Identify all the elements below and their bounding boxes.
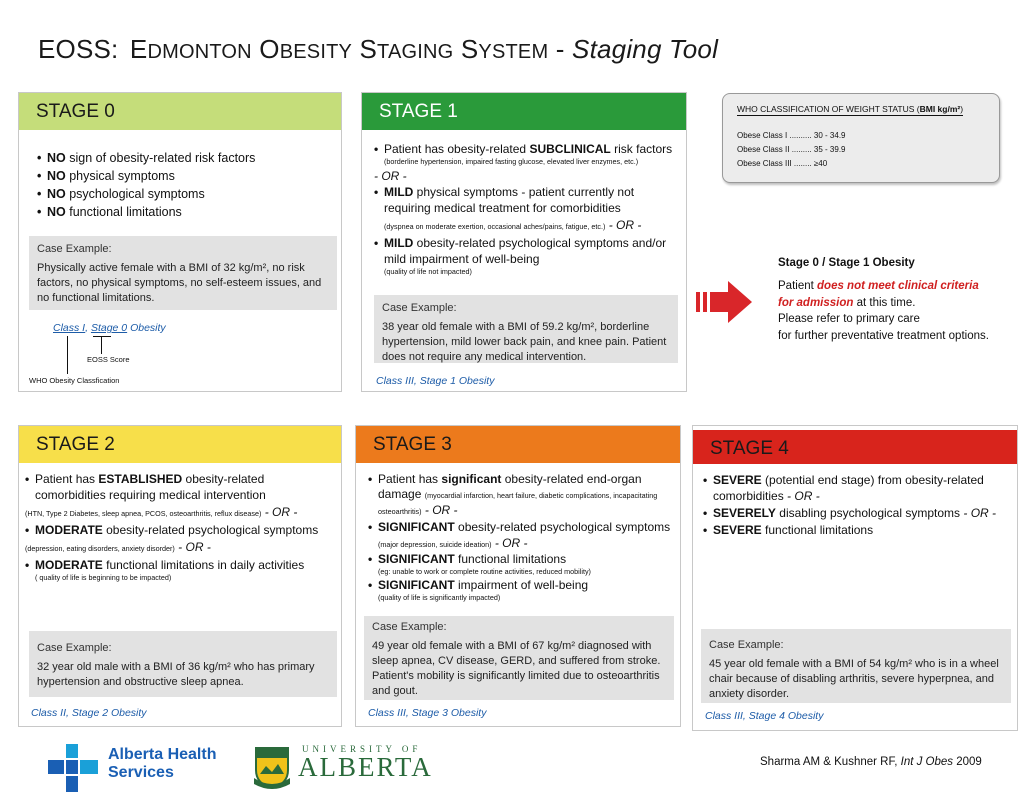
diagram-line-who [67,336,68,374]
stage4-bullet-psych: • SEVERELY disabling psychological symptoms - OR - [703,506,997,520]
bullet-text: functional limitations [69,205,182,219]
conclusion-text: Patient [778,280,814,292]
alberta-health-services-logo [48,744,104,797]
stage1-heading: STAGE 1 [379,101,458,122]
case-text: 45 year old female with a BMI of 54 kg/m² who is in a wheel chair because of disabling arthritis, severe hyperpnea, and anxiety disorder. [709,658,999,700]
stage0-bullet: • NO functional limitations [37,205,182,219]
stage0-diagram [19,318,343,392]
stage3-heading: STAGE 3 [373,434,452,455]
or-separator: - OR - [424,503,458,517]
bullet-text: functional limitations [765,523,874,537]
small-note: (HTN, Type 2 Diabetes, sleep apnea, PCOS, osteoarthritis, reflux disease) [25,509,262,518]
title-word-ystem: YSTEM [478,41,549,63]
arrow-right-icon [696,279,754,330]
stage3-bullet-functional: • SIGNIFICANT functional limitations (eg: unable to work or complete routine activities, reduced mobility) [368,552,676,577]
stage3-bullet-psych: • SIGNIFICANT obesity-related psychological symptoms [368,520,671,534]
citation-authors: Sharma AM & Kushner RF, [760,756,898,768]
case-label: Case Example: [382,302,457,314]
stage3-psych-note [378,536,676,552]
stage2-bullet-established: • Patient has ESTABLISHED obesity-related comorbidities requiring medical intervention [25,472,266,502]
stage2-psych-note [25,539,337,557]
small-note: (quality of life not impacted) [384,267,472,276]
citation-year: 2009 [956,756,982,768]
case-label: Case Example: [372,621,447,633]
bullet-text: Patient has [35,472,96,486]
bold-text: NO [47,169,66,183]
bold-text: MODERATE [35,558,103,572]
or-separator: - OR - [963,506,997,520]
diagram-stage: Stage 0 [90,322,128,334]
bullet-text: obesity-related psychological symptoms and/or mild impairment of well-being [384,236,667,266]
who-row: Obese Class II ......... 35 - 39.9 [737,145,846,154]
stage0-case-example [29,236,337,310]
title-letter-s1: S [359,34,378,64]
bullet-text: functional limitations in daily activities [106,558,305,572]
stage0-bullets [37,150,333,222]
bold-text: SIGNIFICANT [378,520,455,534]
bullet-text: obesity-related psychological symptoms [106,523,319,537]
stage3-header [356,426,680,463]
stage0-bullet: • NO psychological symptoms [37,187,205,201]
ahs-line1: Alberta Health [108,746,217,763]
bold-text: significant [441,472,502,486]
stage2-established-note [25,504,337,522]
bold-text: SUBCLINICAL [529,142,611,156]
ahs-line2: Services [108,764,174,781]
who-row: Obese Class III ........ ≥40 [737,159,828,168]
bullet-text: obesity-related psychological symptoms [458,520,671,534]
case-label: Case Example: [37,642,112,654]
or-separator: - OR - [608,218,642,232]
bullet-text: Patient has obesity-related [384,142,527,156]
stage4-bullet-functional: • SEVERE functional limitations [703,523,874,537]
stage1-case-example [374,295,678,363]
stage0-header [19,93,341,130]
small-note: (dyspnea on moderate exertion, occasional aches/pains, fatigue, etc.) [384,222,606,231]
bold-text: NO [47,205,66,219]
page-title [38,34,718,65]
citation-journal: Int J Obes [900,756,954,768]
bullet-text: psychological symptoms [69,187,205,201]
stage4-heading: STAGE 4 [710,438,789,459]
title-letter-s2: S [460,34,479,64]
bullet-text: (potential end stage) from obesity-related comorbidities [713,473,984,503]
stage2-bullets [25,471,337,584]
small-note: (quality of life is significantly impacted) [378,593,501,602]
bold-text: SEVERELY [713,506,776,520]
case-text: Physically active female with a BMI of 32 kg/m², no risk factors, no physical symptoms, no self-esteem issues, and no functional limitations. [37,262,322,304]
title-dash: - [555,34,565,64]
stage4-bullets [703,472,1013,539]
bold-text: SEVERE [713,523,762,537]
conclusion-line2 [778,297,915,309]
stage4-card [692,425,1018,731]
university-seal-icon [250,744,294,795]
bold-text: NO [47,187,66,201]
stage2-bullet-functional: • MODERATE functional limitations in daily activities ( quality of life is beginning to be impacted) [25,557,337,583]
title-word-besity: BESITY [279,41,353,63]
bullet-text: sign of obesity-related risk factors [69,151,256,165]
diagram-line-eoss-v [101,336,102,354]
stage3-card [355,425,681,727]
diagram-class: Class I [53,322,86,334]
stage0-bullet: • NO physical symptoms [37,169,175,183]
stage2-footer: Class II, Stage 2 Obesity [31,707,147,719]
bullet-text: impairment of well-being [458,578,589,592]
who-title-text: ) [960,104,964,114]
small-note: (borderline hypertension, impaired fasting glucose, elevated liver enzymes, etc.) [384,157,639,166]
stage0-bullet: • NO sign of obesity-related risk factors [37,151,256,165]
title-eoss: EOSS: [38,34,119,64]
stage1-footer: Class III, Stage 1 Obesity [376,375,495,387]
diagram-comma: , [85,322,89,334]
diagram-label [53,322,166,334]
small-note: (eg: unable to work or complete routine activities, reduced mobility) [378,567,591,576]
small-note: (myocardial infarction, heart failure, diabetic complications, incapacitating osteoarthritis) [378,491,658,516]
or-separator: - OR - [178,540,211,554]
stage2-header [19,426,341,463]
case-text: 32 year old male with a BMI of 36 kg/m² who has primary hypertension and obstructive sleep apnea. [37,661,315,688]
eoss-score-label: EOSS Score [87,355,130,364]
small-note: (major depression, suicide ideation) [378,540,492,549]
who-classification-box [722,93,1000,183]
case-label: Case Example: [709,639,784,651]
stage3-bullet-significant: • Patient has significant obesity-related end-organ damage (myocardial infarction, heart failure, diabetic complications, incapacitating osteoarthritis) - OR - [368,472,658,517]
bold-text: SEVERE [713,473,762,487]
title-word-taging: TAGING [377,41,454,63]
diagram-obesity: Obesity [130,322,166,334]
case-label: Case Example: [37,243,112,255]
stage4-case-example [701,629,1011,703]
bullet-text: risk factors [614,142,673,156]
stage4-footer: Class III, Stage 4 Obesity [705,710,824,722]
stage2-case-example [29,631,337,697]
alberta-label: ALBERTA [298,752,433,782]
conclusion-text: at this time. [856,297,916,309]
stage2-card [18,425,342,727]
bullet-text: obesity-related comorbidities requiring medical intervention [35,472,266,502]
stage3-footer: Class III, Stage 3 Obesity [368,707,487,719]
alberta-health-services-wordmark [108,746,216,782]
who-title-bold: BMI kg/m² [919,104,961,114]
bullet-text: physical symptoms - patient currently not requiring medical treatment for comorbidities [384,185,635,215]
conclusion-line4: for further preventative treatment options. [778,330,989,342]
stage4-header [693,430,1017,464]
stage1-bullets [374,141,680,278]
who-classification-title [737,104,963,116]
stage3-case-example [364,616,674,700]
stage0-heading: STAGE 0 [36,101,115,122]
conclusion-heading: Stage 0 / Stage 1 Obesity [778,257,915,269]
stage1-header [362,93,686,130]
small-note: ( quality of life is beginning to be impacted) [35,573,172,582]
small-note: (depression, eating disorders, anxiety disorder) [25,544,175,553]
bullet-text: physical symptoms [69,169,175,183]
stage1-physical-note [384,217,680,235]
university-of-label: UNIVERSITY OF [302,744,422,754]
stage3-bullets [368,472,676,604]
stage1-card [361,92,687,392]
citation [760,756,982,768]
bold-text: MILD [384,185,414,199]
bullet-text: Patient has [378,472,439,486]
bold-text: SIGNIFICANT [378,578,455,592]
stage1-bullet-physical: • MILD physical symptoms - patient currently not requiring medical treatment for comorbidities [374,185,635,215]
or-separator: - OR - [264,505,298,519]
conclusion-red-text: does not meet clinical criteria [817,280,979,292]
bold-text: NO [47,151,66,165]
or-separator: - OR - [787,489,820,503]
bold-text: SIGNIFICANT [378,552,455,566]
bold-text: MODERATE [35,523,103,537]
conclusion-line3: Please refer to primary care [778,313,920,325]
stage1-bullet-subclinical: • Patient has obesity-related SUBCLINICAL risk factors (borderline hypertension, impaired fasting glucose, elevated liver enzymes, etc.) [374,141,680,167]
title-tool: Staging Tool [572,34,719,64]
title-letter-e: E [129,34,148,64]
stage1-bullet-psych: • MILD obesity-related psychological symptoms and/or mild impairment of well-being (quality of life not impacted) [374,235,680,277]
or-separator: - OR - [494,536,528,550]
stage2-heading: STAGE 2 [36,434,115,455]
stage3-bullet-wellbeing: • SIGNIFICANT impairment of well-being (quality of life is significantly impacted) [368,578,676,603]
conclusion-line1 [778,280,979,292]
who-obesity-classification-label: WHO Obesity Classfication [29,376,120,385]
bold-text: ESTABLISHED [98,472,183,486]
who-title-text: WHO CLASSIFICATION OF WEIGHT STATUS ( [737,104,920,114]
bold-text: MILD [384,236,414,250]
conclusion-red-text: for admission [778,297,854,309]
bullet-text: disabling psychological symptoms [779,506,961,520]
case-text: 38 year old female with a BMI of 59.2 kg/m², borderline hypertension, mild lower back pain, and knee pain. Patient does not require any medical intervention. [382,321,667,363]
title-word-dmonton: DMONTON [147,41,252,63]
who-row: Obese Class I .......... 30 - 34.9 [737,131,846,140]
bullet-text: obesity-related end-organ damage [378,472,642,501]
stage2-bullet-psych: • MODERATE obesity-related psychological symptoms [25,523,319,537]
stage4-bullet-severe: • SEVERE (potential end stage) from obesity-related comorbidities - OR - [703,473,984,503]
diagram-line-eoss-h [93,336,111,337]
or-separator: - OR - [374,169,407,183]
case-text: 49 year old female with a BMI of 67 kg/m² diagnosed with sleep apnea, CV disease, GERD, and suffered from stroke. Patient's mobility is significantly limited due to osteoarthritis and gout. [372,640,661,697]
stage0-card [18,92,342,392]
bullet-text: functional limitations [458,552,567,566]
title-letter-o: O [259,34,280,64]
